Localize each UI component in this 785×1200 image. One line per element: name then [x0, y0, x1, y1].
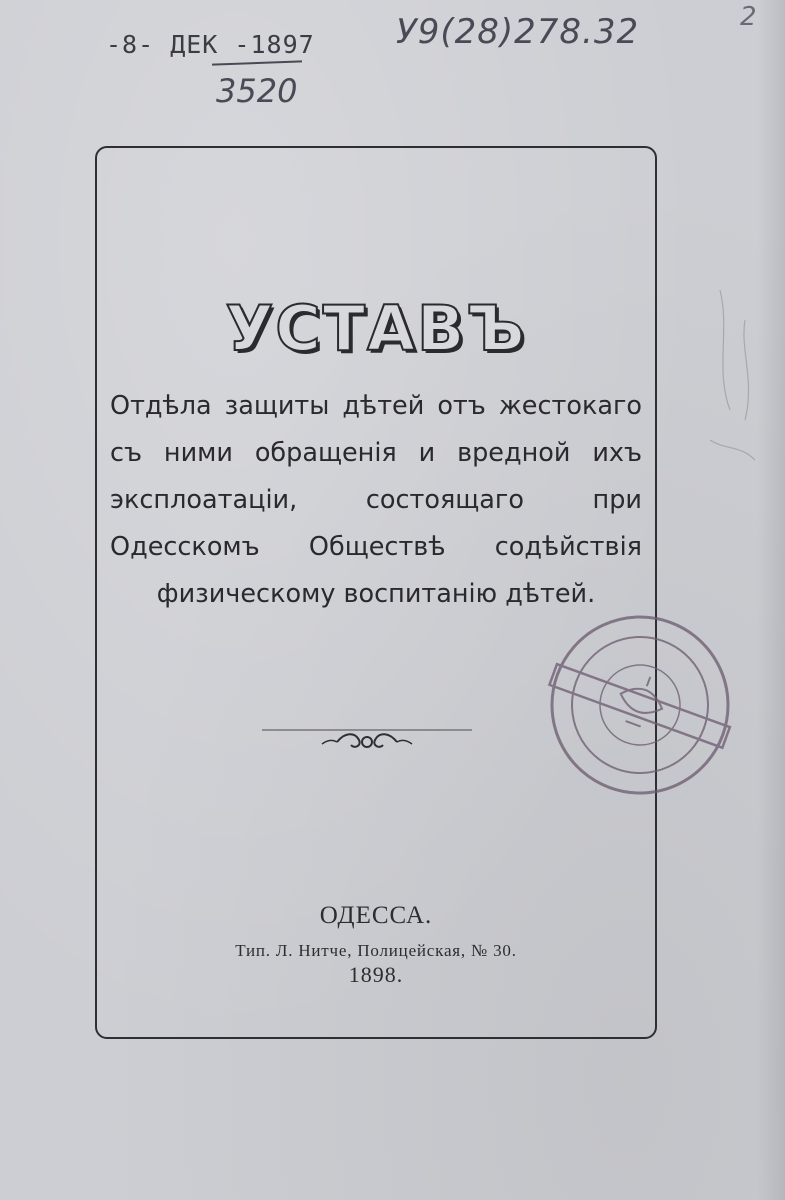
inventory-number: 3520 [216, 72, 298, 110]
receipt-date-stamp: -8- ДЕК -1897 [106, 30, 315, 59]
ornament-divider-icon [262, 720, 472, 760]
document-subtitle: Отдѣла защиты дѣтей отъ жестокаго съ ними обращенія и вредной ихъ эксплоатаціи, состоящаго при Одесскомъ Обществѣ содѣйствія физическому воспитанію дѣтей. [110, 391, 642, 609]
handwritten-underline [212, 60, 302, 65]
shelf-mark: У9(28)278.32 [396, 12, 640, 52]
imprint-year: 1898. [348, 962, 404, 987]
library-seal-stamp [540, 605, 740, 805]
page-edge-shadow [757, 0, 785, 1200]
imprint-city: ОДЕССА. [319, 902, 433, 929]
document-title: УСТАВЪ [225, 292, 527, 365]
imprint-printer: Тип. Л. Нитче, Полицейская, № 30. [235, 941, 517, 960]
pencil-marks [690, 280, 780, 510]
page-number: 2 [740, 2, 757, 32]
